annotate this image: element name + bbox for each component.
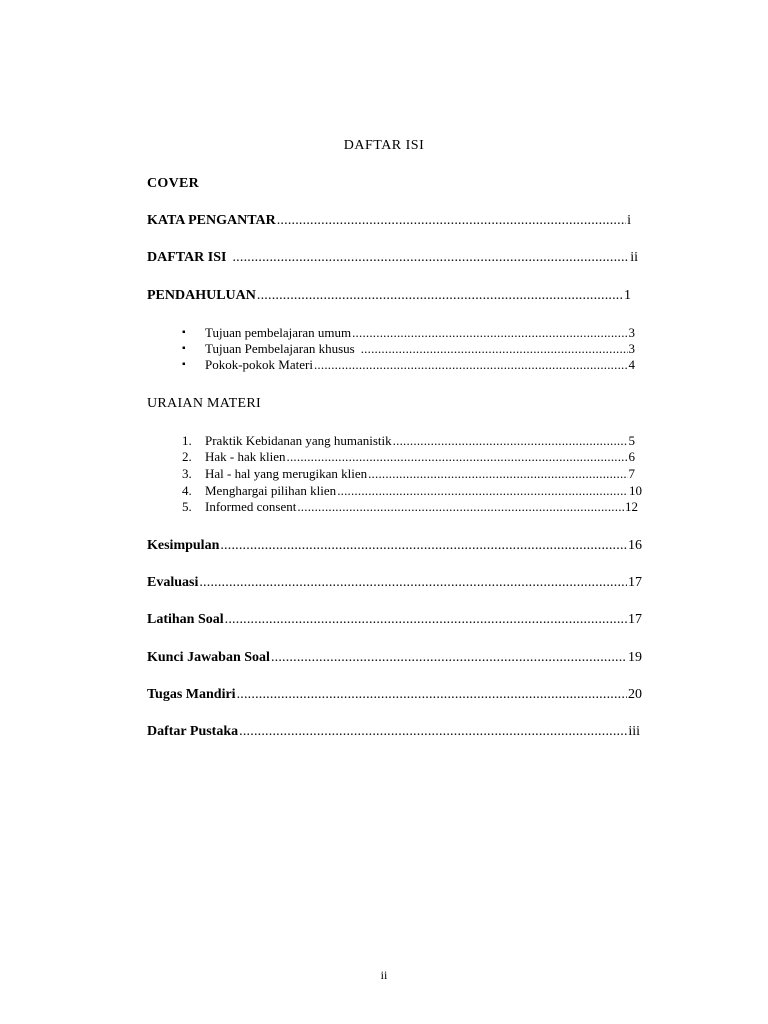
toc-subentry-page: 3 bbox=[628, 325, 635, 340]
page-title: DAFTAR ISI bbox=[343, 138, 425, 153]
dot-leader bbox=[287, 449, 628, 465]
dot-leader bbox=[257, 288, 623, 304]
toc-subentry-label: Informed consent bbox=[205, 499, 297, 514]
toc-subentry-label: Menghargai pilihan klien bbox=[205, 483, 337, 498]
list-number: 2. bbox=[182, 449, 192, 464]
toc-subentry bbox=[205, 466, 635, 482]
toc-entry-daftar-pustaka bbox=[147, 724, 640, 740]
dot-leader bbox=[368, 466, 627, 482]
toc-entry-label: Daftar Pustaka bbox=[147, 724, 239, 739]
toc-subentry-page: 6 bbox=[628, 449, 635, 464]
toc-subentry-label: Hak - hak klien bbox=[205, 449, 286, 464]
toc-entry-label: Kunci Jawaban Soal bbox=[147, 650, 270, 665]
toc-subentry-page: 10 bbox=[629, 483, 642, 498]
dot-leader bbox=[237, 687, 627, 703]
toc-entry-label: DAFTAR ISI bbox=[147, 250, 227, 265]
dot-leader bbox=[220, 538, 627, 554]
toc-subentry-page: 12 bbox=[625, 499, 638, 514]
toc-entry-page: i bbox=[627, 213, 631, 228]
toc-entry-label: Evaluasi bbox=[147, 575, 199, 590]
dot-leader bbox=[314, 357, 628, 373]
dot-leader bbox=[361, 341, 628, 357]
toc-subentry-label: Praktik Kebidanan yang humanistik bbox=[205, 433, 392, 448]
toc-entry-label: Kesimpulan bbox=[147, 538, 220, 553]
toc-entry-page: 17 bbox=[628, 612, 642, 627]
list-number: 1. bbox=[182, 433, 192, 448]
toc-subentry bbox=[205, 483, 642, 499]
toc-entry-label: PENDAHULUAN bbox=[147, 288, 256, 303]
dot-leader bbox=[199, 575, 627, 591]
dot-leader bbox=[337, 483, 628, 499]
toc-subentry-page: 4 bbox=[628, 357, 635, 372]
list-number: 4. bbox=[182, 483, 192, 498]
toc-entry-daftar-isi bbox=[147, 250, 638, 266]
dot-leader bbox=[297, 499, 624, 515]
toc-entry-tugas-mandiri bbox=[147, 687, 642, 703]
toc-subentry-label: Tujuan pembelajaran umum bbox=[205, 325, 352, 340]
page-number: ii bbox=[380, 968, 388, 982]
dot-leader bbox=[239, 724, 627, 740]
toc-entry-latihan-soal bbox=[147, 612, 642, 628]
toc-subentry-page: 7 bbox=[628, 466, 635, 481]
toc-entry-label: Tugas Mandiri bbox=[147, 687, 236, 702]
bullet-icon: ▪ bbox=[182, 343, 186, 354]
toc-entry-kunci-jawaban bbox=[147, 650, 642, 666]
bullet-icon: ▪ bbox=[182, 359, 186, 370]
toc-entry-page: 1 bbox=[624, 288, 631, 303]
toc-entry-page: ii bbox=[630, 250, 638, 265]
toc-subentry-page: 5 bbox=[628, 433, 635, 448]
dot-leader bbox=[393, 433, 628, 449]
toc-entry-kata-pengantar bbox=[147, 213, 631, 229]
toc-subentry bbox=[205, 357, 635, 373]
cover-heading: COVER bbox=[147, 176, 200, 191]
uraian-heading: URAIAN MATERI bbox=[147, 396, 261, 411]
dot-leader bbox=[271, 650, 627, 666]
toc-entry-evaluasi bbox=[147, 575, 642, 591]
list-number: 5. bbox=[182, 499, 192, 514]
toc-subentry-label: Pokok-pokok Materi bbox=[205, 357, 313, 372]
toc-entry-page: 17 bbox=[628, 575, 642, 590]
toc-subentry bbox=[205, 325, 635, 341]
toc-entry-label: KATA PENGANTAR bbox=[147, 213, 276, 228]
dot-leader bbox=[225, 612, 627, 628]
toc-subentry bbox=[205, 499, 638, 515]
dot-leader bbox=[232, 250, 629, 266]
toc-subentry bbox=[205, 433, 635, 449]
dot-leader bbox=[352, 325, 627, 341]
toc-subentry bbox=[205, 341, 635, 357]
toc-entry-label: Latihan Soal bbox=[147, 612, 224, 627]
list-number: 3. bbox=[182, 466, 192, 481]
toc-subentry-label: Tujuan Pembelajaran khusus bbox=[205, 341, 355, 356]
bullet-icon: ▪ bbox=[182, 327, 186, 338]
toc-subentry bbox=[205, 449, 635, 465]
toc-entry-pendahuluan bbox=[147, 288, 631, 304]
dot-leader bbox=[277, 213, 626, 229]
toc-subentry-label: Hal - hal yang merugikan klien bbox=[205, 466, 368, 481]
toc-subentry-page: 3 bbox=[628, 341, 635, 356]
toc-entry-page: 20 bbox=[628, 687, 642, 702]
toc-entry-kesimpulan bbox=[147, 538, 642, 554]
toc-entry-page: 19 bbox=[628, 650, 642, 665]
toc-entry-page: 16 bbox=[628, 538, 642, 553]
toc-entry-page: iii bbox=[628, 724, 640, 739]
